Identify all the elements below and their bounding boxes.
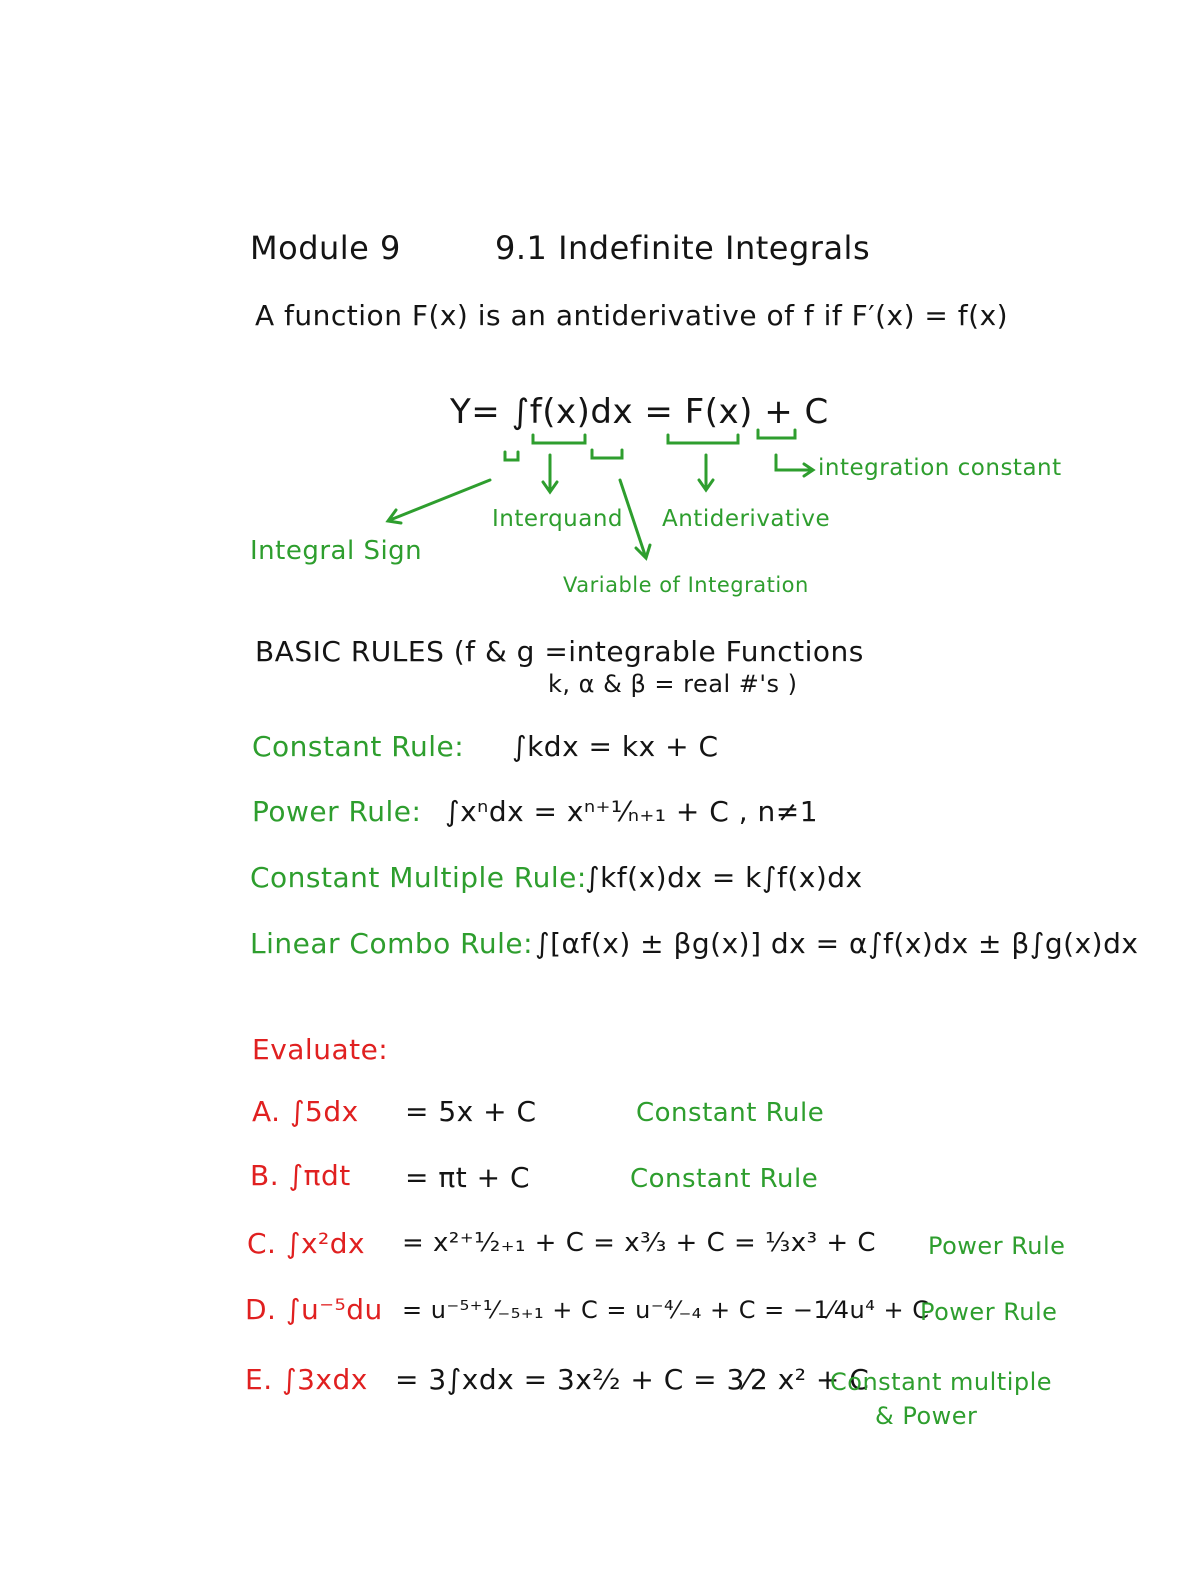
definition-text: A function F(x) is an antiderivative of f if F′(x) = f(x) [255, 299, 1009, 332]
rule-a: Constant Rule [636, 1098, 825, 1128]
rule-power-formula: ∫xⁿdx = xⁿ⁺¹⁄ₙ₊₁ + C , n≠1 [445, 795, 819, 828]
rule-e: Constant multiple [830, 1368, 1053, 1396]
bracket-integrand [533, 435, 585, 443]
work-b: = πt + C [405, 1161, 531, 1194]
label-antiderivative: Antiderivative [662, 506, 831, 532]
label-integrand: Interquand [492, 506, 624, 532]
section-title: 9.1 Indefinite Integrals [495, 229, 871, 267]
arrow-antiderivative [699, 455, 713, 490]
arrow-integrand [543, 455, 557, 492]
problem-e: E. ∫3xdx [245, 1363, 368, 1396]
work-a: = 5x + C [405, 1095, 537, 1128]
rule-linear-combo-name: Linear Combo Rule: [250, 927, 534, 960]
rule-linear-combo-formula: ∫[αf(x) ± βg(x)] dx = α∫f(x)dx ± β∫g(x)dx [535, 927, 1139, 960]
basic-rules-subtitle: k, α & β = real #'s ) [548, 670, 798, 698]
arrow-integral-sign [388, 480, 490, 523]
evaluate-title: Evaluate: [252, 1033, 389, 1066]
problem-b: B. ∫πdt [250, 1159, 351, 1192]
arrow-constant [776, 455, 813, 476]
label-integral-sign: Integral Sign [250, 536, 423, 566]
bracket-antiderivative [668, 435, 738, 443]
rule-b: Constant Rule [630, 1164, 819, 1194]
problem-a: A. ∫5dx [252, 1095, 359, 1128]
module-title: Module 9 [250, 229, 401, 267]
work-e: = 3∫xdx = 3x²⁄₂ + C = 3⁄2 x² + C [395, 1363, 870, 1396]
rule-constant-formula: ∫kdx = kx + C [512, 730, 719, 763]
basic-rules-title: BASIC RULES (f & g =integrable Functions [255, 635, 864, 668]
problem-d: D. ∫u⁻⁵du [245, 1293, 383, 1326]
integral-equation: Y= ∫f(x)dx = F(x) + C [450, 392, 829, 432]
bracket-dx [592, 450, 622, 458]
work-c: = x²⁺¹⁄₂₊₁ + C = x³⁄₃ + C = ⅓x³ + C [402, 1228, 877, 1258]
bracket-integral-sign [505, 452, 518, 460]
rule-constant-name: Constant Rule: [252, 730, 465, 763]
label-integration-constant: integration constant [818, 455, 1062, 481]
arrow-variable [620, 480, 650, 558]
problem-c: C. ∫x²dx [247, 1227, 366, 1260]
rule-constant-multiple-formula: ∫kf(x)dx = k∫f(x)dx [585, 861, 863, 894]
bracket-constant [758, 430, 795, 438]
rule-e-line2: & Power [875, 1402, 978, 1430]
rule-constant-multiple-name: Constant Multiple Rule: [250, 861, 587, 894]
rule-power-name: Power Rule: [252, 795, 422, 828]
rule-c: Power Rule [928, 1232, 1066, 1260]
work-d: = u⁻⁵⁺¹⁄₋₅₊₁ + C = u⁻⁴⁄₋₄ + C = −1⁄4u⁴ + C [402, 1296, 930, 1324]
label-variable-of-integration: Variable of Integration [563, 573, 809, 597]
rule-d: Power Rule [920, 1298, 1058, 1326]
